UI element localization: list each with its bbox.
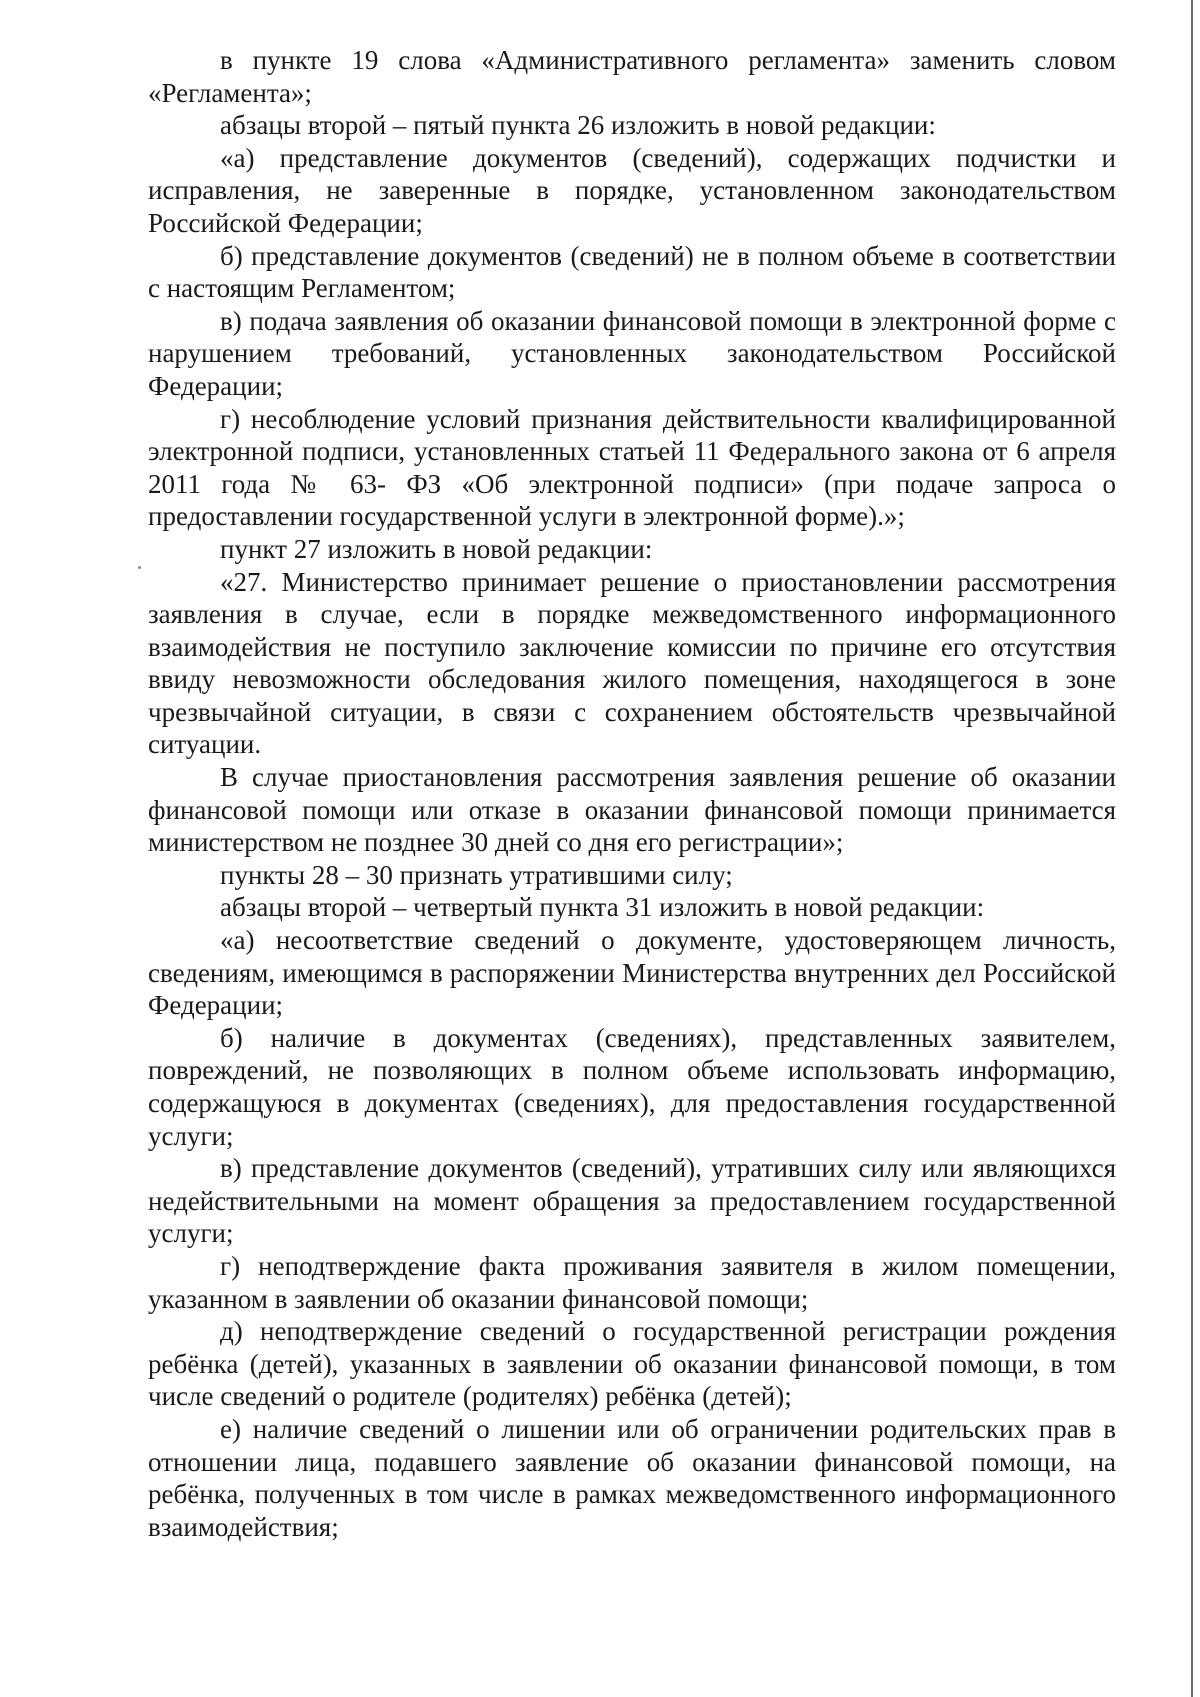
scan-edge-line [1191,0,1193,1697]
paragraph: «а) несоответствие сведений о документе, удостоверяющем личность, сведениям, имеющимся в распоряжении Министерства внутренних дел Российской Федерации; [148,925,1116,1021]
paragraph: в) подача заявления об оказании финансовой помощи в электронной форме с нарушением требований, установленных законодательством Российской Федерации; [148,305,1116,401]
paragraph: в пункте 19 слова «Административного регламента» заменить словом «Регламента»; [148,45,1116,108]
paragraph: д) неподтверждение сведений о государственной регистрации рождения ребёнка (детей), указанных в заявлении об оказании финансовой помощи, в том числе сведений о родителе (родителях) ребёнка (детей); [148,1316,1116,1412]
paragraph: В случае приостановления рассмотрения заявления решение об оказании финансовой помощи или отказе в оказании финансовой помощи принимается министерством не позднее 30 дней со дня его регистрации»; [148,762,1116,858]
paragraph: б) наличие в документах (сведениях), представленных заявителем, повреждений, не позволяющих в полном объеме использовать информацию, содержащуюся в документах (сведениях), для предоставления государственной услуги; [148,1022,1116,1151]
document-body [148,44,1116,1543]
scan-dot-mark [138,566,141,569]
paragraph: пункты 28 – 30 признать утратившими силу; [220,859,733,890]
paragraph: г) несоблюдение условий признания действительности квалифицированной электронной подписи, установленных статьей 11 Федерального закона от 6 апреля 2011 года № 63- ФЗ «Об электронной подписи» (при подаче запроса о предоставлении государственной услуги в электронной форме).»; [148,403,1116,532]
paragraph: в) представление документов (сведений), утративших силу или являющихся недействительными на момент обращения за предоставлением государственной услуги; [148,1153,1116,1249]
paragraph: «а) представление документов (сведений), содержащих подчистки и исправления, не заверенные в порядке, установленном законодательством Российской Федерации; [148,142,1116,238]
paragraph: абзацы второй – четвертый пункта 31 изложить в новой редакции: [220,892,985,923]
paragraph: пункт 27 изложить в новой редакции: [220,533,653,564]
paragraph: абзацы второй – пятый пункта 26 изложить в новой редакции: [220,110,936,141]
paragraph: е) наличие сведений о лишении или об ограничении родительских прав в отношении лица, подавшего заявление об оказании финансовой помощи, на ребёнка, полученных в том числе в рамках межведомственного информационного взаимодействия; [148,1413,1116,1542]
paragraph: г) неподтверждение факта проживания заявителя в жилом помещении, указанном в заявлении об оказании финансовой помощи; [148,1250,1116,1314]
paragraph: «27. Министерство принимает решение о приостановлении рассмотрения заявления в случае, если в порядке межведомственного информационного взаимодействия не поступило заключение комиссии по причине его отсутствия ввиду невозможности обследования жилого помещения, находящегося в зоне чрезвычайной ситуации, в связи с сохранением обстоятельств чрезвычайной ситуации. [148,566,1116,760]
paragraph: б) представление документов (сведений) не в полном объеме в соответствии с настоящим Регламентом; [148,240,1116,304]
